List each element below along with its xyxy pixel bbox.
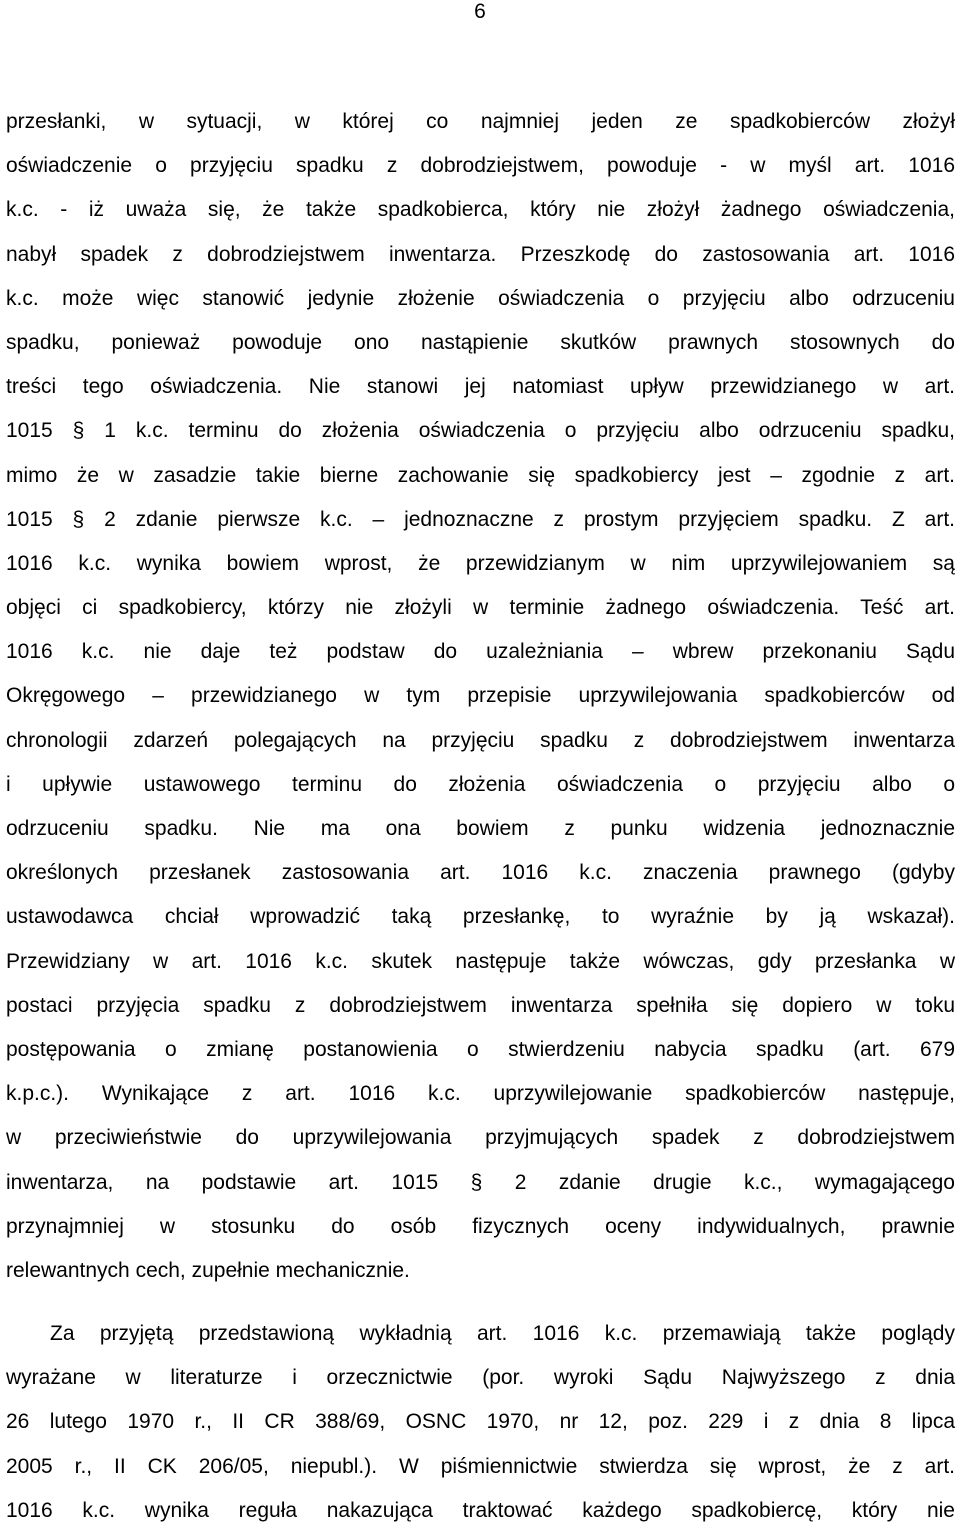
text-line: 1016 k.c. wynika reguła nakazująca traktować każdego spadkobiercę, który nie: [6, 1498, 955, 1522]
text-line: mimo że w zasadzie takie bierne zachowanie się spadkobiercy jest – zgodnie z art.: [6, 463, 955, 487]
text-line: k.c. - iż uważa się, że także spadkobierca, który nie złożył żadnego oświadczenia,: [6, 198, 955, 222]
text-line: spadku, ponieważ powoduje ono nastąpienie skutków prawnych stosownych do: [6, 330, 955, 354]
body-text: [6, 100, 955, 1533]
text-line: przesłanki, w sytuacji, w której co najmniej jeden ze spadkobierców złożył: [6, 110, 955, 133]
text-line: i upływie ustawowego terminu do złożenia oświadczenia o przyjęciu albo o: [6, 772, 955, 796]
text-line: k.p.c.). Wynikające z art. 1016 k.c. uprzywilejowanie spadkobierców następuje,: [6, 1082, 955, 1106]
text-line: 26 lutego 1970 r., II CR 388/69, OSNC 1970, nr 12, poz. 229 i z dnia 8 lipca: [6, 1410, 955, 1434]
text-line: 1015 § 2 zdanie pierwsze k.c. – jednoznaczne z prostym przyjęciem spadku. Z art.: [6, 507, 955, 531]
text-line: oświadczenie o przyjęciu spadku z dobrodziejstwem, powoduje - w myśl art. 1016: [6, 154, 955, 178]
paragraph: [6, 1312, 955, 1533]
text-line: 1015 § 1 k.c. terminu do złożenia oświadczenia o przyjęciu albo odrzuceniu spadku,: [6, 419, 955, 443]
text-line: nabył spadek z dobrodziejstwem inwentarza. Przeszkodę do zastosowania art. 1016: [6, 242, 955, 266]
page-number: 6: [474, 0, 486, 23]
text-line: relewantnych cech, zupełnie mechanicznie.: [6, 1258, 410, 1282]
text-line: 1016 k.c. wynika bowiem wprost, że przewidzianym w nim uprzywilejowaniem są: [6, 551, 955, 575]
text-line: chronologii zdarzeń polegających na przyjęciu spadku z dobrodziejstwem inwentarza: [6, 728, 955, 752]
text-line: k.c. może więc stanowić jedynie złożenie oświadczenia o przyjęciu albo odrzuceniu: [6, 286, 955, 310]
text-line: wyrażane w literaturze i orzecznictwie (por. wyroki Sądu Najwyższego z dnia: [6, 1366, 955, 1390]
text-line: w przeciwieństwie do uprzywilejowania przyjmujących spadek z dobrodziejstwem: [6, 1126, 955, 1150]
text-line: 1016 k.c. nie daje też podstaw do uzależniania – wbrew przekonaniu Sądu: [6, 640, 955, 664]
text-line: treści tego oświadczenia. Nie stanowi jej natomiast upływ przewidzianego w art.: [6, 375, 955, 399]
text-line: inwentarza, na podstawie art. 1015 § 2 zdanie drugie k.c., wymagającego: [6, 1170, 955, 1194]
text-line: postępowania o zmianę postanowienia o stwierdzeniu nabycia spadku (art. 679: [6, 1037, 955, 1061]
text-line: Okręgowego – przewidzianego w tym przepisie uprzywilejowania spadkobierców od: [6, 684, 955, 708]
text-line: objęci ci spadkobiercy, którzy nie złożyli w terminie żadnego oświadczenia. Teść art.: [6, 596, 955, 620]
text-line: postaci przyjęcia spadku z dobrodziejstwem inwentarza spełniła się dopiero w toku: [6, 993, 955, 1017]
text-line: Za przyjętą przedstawioną wykładnią art. 1016 k.c. przemawiają także poglądy: [50, 1322, 955, 1346]
paragraph: [6, 100, 955, 1293]
text-line: określonych przesłanek zastosowania art. 1016 k.c. znaczenia prawnego (gdyby: [6, 861, 955, 885]
text-line: Przewidziany w art. 1016 k.c. skutek następuje także wówczas, gdy przesłanka w: [6, 949, 955, 973]
text-line: odrzuceniu spadku. Nie ma ona bowiem z punku widzenia jednoznacznie: [6, 817, 955, 840]
text-line: ustawodawca chciał wprowadzić taką przesłankę, to wyraźnie by ją wskazał).: [6, 905, 955, 929]
text-line: 2005 r., II CK 206/05, niepubl.). W piśmiennictwie stwierdza się wprost, że z art.: [6, 1454, 955, 1478]
text-line: przynajmniej w stosunku do osób fizycznych oceny indywidualnych, prawnie: [6, 1214, 955, 1238]
